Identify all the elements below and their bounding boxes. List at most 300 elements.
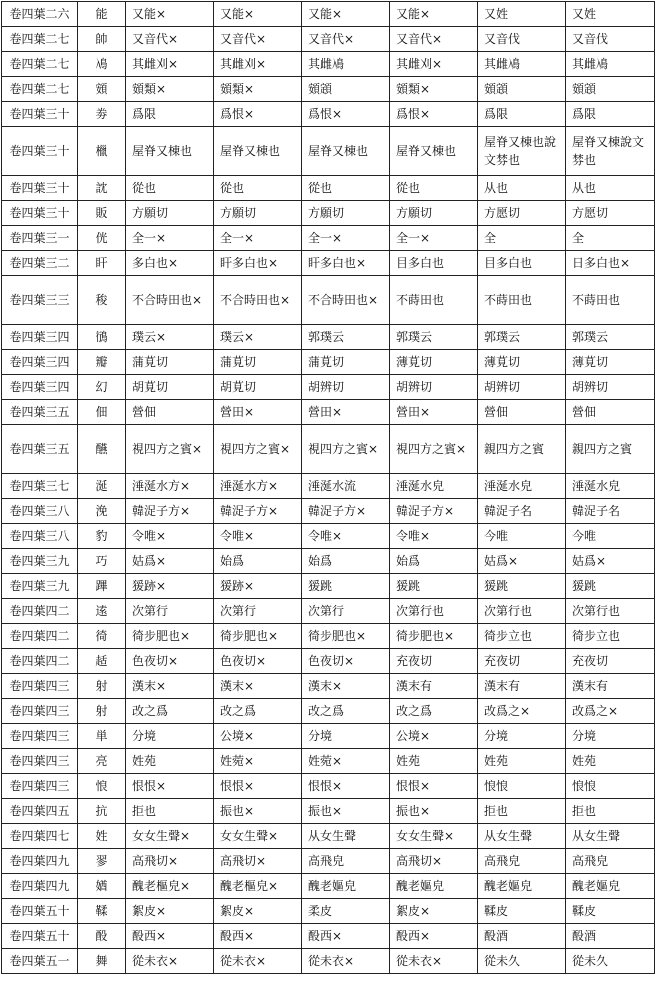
location-cell: 卷四葉五十 — [2, 899, 78, 924]
variant-1-cell: 色夜切× — [126, 649, 214, 674]
variant-2-cell: 盰多白也× — [214, 251, 302, 276]
variant-3-cell: 漢末× — [302, 674, 390, 699]
variant-5-cell: 从也 — [478, 176, 566, 201]
table-row — [2, 899, 655, 924]
location-cell: 卷四葉三七 — [2, 474, 78, 499]
variant-1-cell: 姑爲× — [126, 549, 214, 574]
variant-2-cell: 涶涎水方× — [214, 474, 302, 499]
character-cell: 鳰 — [78, 52, 126, 77]
variant-4-cell: 又能× — [390, 2, 478, 27]
variant-1-cell: 醜老樞皃× — [126, 874, 214, 899]
variant-4-cell: 方願切 — [390, 201, 478, 226]
variant-3-cell: 又能× — [302, 2, 390, 27]
location-cell: 卷四葉三九 — [2, 574, 78, 599]
variant-1-cell: 猨跡× — [126, 574, 214, 599]
variant-2-cell: 視四方之賓× — [214, 425, 302, 474]
table-row — [2, 924, 655, 949]
table-row — [2, 524, 655, 549]
variant-3-cell: 其雌鳰 — [302, 52, 390, 77]
variant-1-cell: 全一× — [126, 226, 214, 251]
variant-5-cell: 郭璞云 — [478, 325, 566, 350]
location-cell: 卷四葉三十 — [2, 176, 78, 201]
variant-4-cell: 爲恨× — [390, 102, 478, 127]
table-row — [2, 425, 655, 474]
variant-4-cell: 其雌刈× — [390, 52, 478, 77]
variant-5-cell: 鞣皮 — [478, 899, 566, 924]
location-cell: 卷四葉四二 — [2, 649, 78, 674]
variant-1-cell: 分境 — [126, 724, 214, 749]
variant-1-cell: 從也 — [126, 176, 214, 201]
table-row — [2, 849, 655, 874]
variant-3-cell: 柔皮 — [302, 899, 390, 924]
table-body — [2, 2, 655, 974]
variant-5-cell: 今唯 — [478, 524, 566, 549]
variant-3-cell: 從未衣× — [302, 949, 390, 974]
variant-3-cell: 猨跳 — [302, 574, 390, 599]
table-row — [2, 474, 655, 499]
variant-4-cell: 姓苑 — [390, 749, 478, 774]
variant-5-cell: 胡辨切 — [478, 375, 566, 400]
variant-4-cell: 漢末有 — [390, 674, 478, 699]
location-cell: 卷四葉三九 — [2, 549, 78, 574]
variant-6-cell: 从女生聲 — [566, 824, 655, 849]
variant-5-cell: 營佃 — [478, 400, 566, 425]
variant-6-cell: 徛步立也 — [566, 624, 655, 649]
variant-4-cell: 薄莧切 — [390, 350, 478, 375]
variant-1-cell: 令唯× — [126, 524, 214, 549]
location-cell: 卷四葉三十 — [2, 201, 78, 226]
variant-6-cell: 其雌鳰 — [566, 52, 655, 77]
variant-6-cell: 拒也 — [566, 799, 655, 824]
table-row — [2, 699, 655, 724]
variant-3-cell: 分境 — [302, 724, 390, 749]
location-cell: 卷四葉五十 — [2, 924, 78, 949]
variant-5-cell: 涶涎水皃 — [478, 474, 566, 499]
character-cell: 稄 — [78, 276, 126, 325]
character-cell: 蹕 — [78, 574, 126, 599]
variant-6-cell: 从也 — [566, 176, 655, 201]
character-cell: 浼 — [78, 499, 126, 524]
variant-2-cell: 醜老樞皃× — [214, 874, 302, 899]
variant-5-cell: 徛步立也 — [478, 624, 566, 649]
table-row — [2, 549, 655, 574]
variant-2-cell: 絮皮× — [214, 899, 302, 924]
location-cell: 卷四葉三三 — [2, 276, 78, 325]
variant-6-cell: 漢末有 — [566, 674, 655, 699]
variant-3-cell: 改之爲 — [302, 699, 390, 724]
variant-5-cell: 悢悢 — [478, 774, 566, 799]
variant-4-cell: 充夜切 — [390, 649, 478, 674]
location-cell: 卷四葉四三 — [2, 699, 78, 724]
variant-5-cell: 爲限 — [478, 102, 566, 127]
variant-3-cell: 不合時田也× — [302, 276, 390, 325]
table-row — [2, 624, 655, 649]
variant-3-cell: 營田× — [302, 400, 390, 425]
table-row — [2, 674, 655, 699]
variant-4-cell: 醜老嫗皃 — [390, 874, 478, 899]
character-cell: 頞 — [78, 77, 126, 102]
variant-2-cell: 頞類× — [214, 77, 302, 102]
variant-4-cell: 恨恨× — [390, 774, 478, 799]
location-cell: 卷四葉五一 — [2, 949, 78, 974]
variant-6-cell: 頞顁 — [566, 77, 655, 102]
variant-4-cell: 營田× — [390, 400, 478, 425]
variant-1-cell: 又音代× — [126, 27, 214, 52]
table-row — [2, 2, 655, 27]
variant-2-cell: 爲恨× — [214, 102, 302, 127]
location-cell: 卷四葉三十 — [2, 127, 78, 176]
variant-5-cell: 方愿切 — [478, 201, 566, 226]
character-cell: 訦 — [78, 176, 126, 201]
character-cell: 酘 — [78, 924, 126, 949]
variant-1-cell: 璞云× — [126, 325, 214, 350]
variant-5-cell: 其雌鳰 — [478, 52, 566, 77]
table-row — [2, 375, 655, 400]
variant-3-cell: 從也 — [302, 176, 390, 201]
table-row — [2, 749, 655, 774]
variant-4-cell: 酘西× — [390, 924, 478, 949]
character-cell: 抗 — [78, 799, 126, 824]
variant-6-cell: 姑爲× — [566, 549, 655, 574]
variant-5-cell: 全 — [478, 226, 566, 251]
variant-2-cell: 猨跡× — [214, 574, 302, 599]
character-cell: 射 — [78, 674, 126, 699]
variant-3-cell: 郭璞云 — [302, 325, 390, 350]
variant-4-cell: 全一× — [390, 226, 478, 251]
variant-5-cell: 漢末有 — [478, 674, 566, 699]
variant-4-cell: 頞類× — [390, 77, 478, 102]
table-row — [2, 599, 655, 624]
location-cell: 卷四葉四三 — [2, 774, 78, 799]
variant-6-cell: 營佃 — [566, 400, 655, 425]
location-cell: 卷四葉二七 — [2, 77, 78, 102]
variant-4-cell: 絮皮× — [390, 899, 478, 924]
variant-4-cell: 令唯× — [390, 524, 478, 549]
variant-3-cell: 醜老嫗皃 — [302, 874, 390, 899]
variant-6-cell: 又姓 — [566, 2, 655, 27]
variant-1-cell: 多白也× — [126, 251, 214, 276]
variant-2-cell: 從未衣× — [214, 949, 302, 974]
variant-4-cell: 次第行也 — [390, 599, 478, 624]
variant-6-cell: 鞣皮 — [566, 899, 655, 924]
character-cell: 幻 — [78, 375, 126, 400]
character-cell: 鞣 — [78, 899, 126, 924]
character-cell: 佃 — [78, 400, 126, 425]
variant-3-cell: 高飛皃 — [302, 849, 390, 874]
variant-4-cell: 目多白也 — [390, 251, 478, 276]
variant-5-cell: 醜老嫗皃 — [478, 874, 566, 899]
location-cell: 卷四葉二七 — [2, 27, 78, 52]
variant-6-cell: 親四方之賓 — [566, 425, 655, 474]
variant-1-cell: 恨恨× — [126, 774, 214, 799]
character-cell: 帥 — [78, 27, 126, 52]
location-cell: 卷四葉三一 — [2, 226, 78, 251]
character-cell: 姓 — [78, 824, 126, 849]
variant-2-cell: 徛步肥也× — [214, 624, 302, 649]
character-cell: 媨 — [78, 874, 126, 899]
variant-3-cell: 方願切 — [302, 201, 390, 226]
variant-6-cell: 胡辨切 — [566, 375, 655, 400]
variant-3-cell: 蒲莧切 — [302, 350, 390, 375]
variant-4-cell: 韓浞子方× — [390, 499, 478, 524]
variant-1-cell: 徛步肥也× — [126, 624, 214, 649]
variant-4-cell: 高飛切× — [390, 849, 478, 874]
variant-6-cell: 從未久 — [566, 949, 655, 974]
variant-5-cell: 頞顁 — [478, 77, 566, 102]
variant-4-cell: 胡辨切 — [390, 375, 478, 400]
location-cell: 卷四葉三五 — [2, 425, 78, 474]
character-cell: 単 — [78, 724, 126, 749]
variant-2-cell: 女女生聲× — [214, 824, 302, 849]
variant-3-cell: 韓浞子方× — [302, 499, 390, 524]
collation-table — [1, 1, 655, 974]
variant-1-cell: 酘西× — [126, 924, 214, 949]
location-cell: 卷四葉三四 — [2, 325, 78, 350]
variant-3-cell: 爲恨× — [302, 102, 390, 127]
variant-6-cell: 不蒔田也 — [566, 276, 655, 325]
character-cell: 販 — [78, 201, 126, 226]
variant-6-cell: 屋脊又棟說文棼也 — [566, 127, 655, 176]
variant-4-cell: 改之爲 — [390, 699, 478, 724]
variant-3-cell: 胡辨切 — [302, 375, 390, 400]
variant-6-cell: 姓苑 — [566, 749, 655, 774]
variant-1-cell: 又能× — [126, 2, 214, 27]
variant-5-cell: 又音伐 — [478, 27, 566, 52]
table-row — [2, 325, 655, 350]
variant-6-cell: 醜老嫗皃 — [566, 874, 655, 899]
character-cell: 逺 — [78, 599, 126, 624]
variant-5-cell: 韓浞子名 — [478, 499, 566, 524]
variant-6-cell: 悢悢 — [566, 774, 655, 799]
character-cell: 射 — [78, 699, 126, 724]
variant-1-cell: 不合時田也× — [126, 276, 214, 325]
variant-1-cell: 姓苑 — [126, 749, 214, 774]
variant-1-cell: 屋脊又棟也 — [126, 127, 214, 176]
variant-4-cell: 又音代× — [390, 27, 478, 52]
variant-3-cell: 次第行 — [302, 599, 390, 624]
location-cell: 卷四葉三八 — [2, 524, 78, 549]
variant-4-cell: 郭璞云 — [390, 325, 478, 350]
variant-6-cell: 充夜切 — [566, 649, 655, 674]
variant-2-cell: 酘西× — [214, 924, 302, 949]
table-row — [2, 499, 655, 524]
variant-5-cell: 姑爲× — [478, 549, 566, 574]
table-row — [2, 400, 655, 425]
variant-5-cell: 屋脊又棟也說文棼也 — [478, 127, 566, 176]
variant-5-cell: 又姓 — [478, 2, 566, 27]
location-cell: 卷四葉四九 — [2, 849, 78, 874]
variant-2-cell: 營田× — [214, 400, 302, 425]
table-row — [2, 226, 655, 251]
variant-3-cell: 姓菀× — [302, 749, 390, 774]
table-row — [2, 724, 655, 749]
table-row — [2, 201, 655, 226]
variant-5-cell: 猨跳 — [478, 574, 566, 599]
variant-1-cell: 蒲莧切 — [126, 350, 214, 375]
table-row — [2, 949, 655, 974]
variant-6-cell: 酘酒 — [566, 924, 655, 949]
character-cell: 翏 — [78, 849, 126, 874]
variant-6-cell: 今唯 — [566, 524, 655, 549]
variant-4-cell: 徛步肥也× — [390, 624, 478, 649]
variant-4-cell: 公境× — [390, 724, 478, 749]
table-row — [2, 27, 655, 52]
table-row — [2, 127, 655, 176]
variant-5-cell: 不蒔田也 — [478, 276, 566, 325]
variant-5-cell: 從未久 — [478, 949, 566, 974]
character-cell: 舞 — [78, 949, 126, 974]
variant-5-cell: 次第行也 — [478, 599, 566, 624]
variant-6-cell: 韓浞子名 — [566, 499, 655, 524]
variant-6-cell: 郭璞云 — [566, 325, 655, 350]
variant-2-cell: 屋脊又棟也 — [214, 127, 302, 176]
variant-3-cell: 恨恨× — [302, 774, 390, 799]
variant-6-cell: 次第行也 — [566, 599, 655, 624]
table-row — [2, 52, 655, 77]
location-cell: 卷四葉二七 — [2, 52, 78, 77]
variant-3-cell: 令唯× — [302, 524, 390, 549]
variant-5-cell: 姓苑 — [478, 749, 566, 774]
variant-1-cell: 改之爲 — [126, 699, 214, 724]
character-cell: 醼 — [78, 425, 126, 474]
variant-3-cell: 色夜切× — [302, 649, 390, 674]
variant-5-cell: 薄莧切 — [478, 350, 566, 375]
table-row — [2, 276, 655, 325]
variant-2-cell: 高飛切× — [214, 849, 302, 874]
location-cell: 卷四葉四九 — [2, 874, 78, 899]
variant-2-cell: 韓浞子方× — [214, 499, 302, 524]
variant-5-cell: 高飛皃 — [478, 849, 566, 874]
variant-3-cell: 又音代× — [302, 27, 390, 52]
variant-3-cell: 从女生聲 — [302, 824, 390, 849]
variant-4-cell: 涶涎水皃 — [390, 474, 478, 499]
location-cell: 卷四葉四五 — [2, 799, 78, 824]
variant-2-cell: 振也× — [214, 799, 302, 824]
character-cell: 能 — [78, 2, 126, 27]
variant-1-cell: 其雌刈× — [126, 52, 214, 77]
variant-1-cell: 頞類× — [126, 77, 214, 102]
table-row — [2, 874, 655, 899]
variant-2-cell: 方願切 — [214, 201, 302, 226]
variant-1-cell: 次第行 — [126, 599, 214, 624]
variant-1-cell: 從未衣× — [126, 949, 214, 974]
character-cell: 盰 — [78, 251, 126, 276]
location-cell: 卷四葉四二 — [2, 599, 78, 624]
variant-5-cell: 从女生聲 — [478, 824, 566, 849]
character-cell: 徛 — [78, 624, 126, 649]
variant-2-cell: 不合時田也× — [214, 276, 302, 325]
location-cell: 卷四葉三十 — [2, 102, 78, 127]
character-cell: 鴴 — [78, 325, 126, 350]
location-cell: 卷四葉四七 — [2, 824, 78, 849]
variant-4-cell: 從也 — [390, 176, 478, 201]
location-cell: 卷四葉四三 — [2, 724, 78, 749]
variant-1-cell: 方願切 — [126, 201, 214, 226]
variant-3-cell: 徛步肥也× — [302, 624, 390, 649]
location-cell: 卷四葉三二 — [2, 251, 78, 276]
variant-6-cell: 改爲之× — [566, 699, 655, 724]
location-cell: 卷四葉二六 — [2, 2, 78, 27]
variant-2-cell: 公境× — [214, 724, 302, 749]
variant-2-cell: 漢末× — [214, 674, 302, 699]
variant-4-cell: 從未衣× — [390, 949, 478, 974]
character-cell: 㯿 — [78, 127, 126, 176]
table-row — [2, 774, 655, 799]
table-row — [2, 799, 655, 824]
variant-1-cell: 女女生聲× — [126, 824, 214, 849]
character-cell: 悢 — [78, 774, 126, 799]
variant-6-cell: 又音伐 — [566, 27, 655, 52]
table-row — [2, 251, 655, 276]
variant-6-cell: 猨跳 — [566, 574, 655, 599]
variant-4-cell: 屋脊又棟也 — [390, 127, 478, 176]
table-row — [2, 574, 655, 599]
variant-3-cell: 涶涎水流 — [302, 474, 390, 499]
variant-3-cell: 頞顁 — [302, 77, 390, 102]
variant-2-cell: 其雌刈× — [214, 52, 302, 77]
variant-6-cell: 方愿切 — [566, 201, 655, 226]
character-cell: 巧 — [78, 549, 126, 574]
character-cell: 涎 — [78, 474, 126, 499]
location-cell: 卷四葉三八 — [2, 499, 78, 524]
variant-1-cell: 涶涎水方× — [126, 474, 214, 499]
location-cell: 卷四葉四三 — [2, 674, 78, 699]
character-cell: 瓣 — [78, 350, 126, 375]
location-cell: 卷四葉三五 — [2, 400, 78, 425]
variant-6-cell: 涶涎水皃 — [566, 474, 655, 499]
variant-3-cell: 振也× — [302, 799, 390, 824]
collation-table-container — [1, 1, 655, 974]
variant-5-cell: 目多白也 — [478, 251, 566, 276]
variant-1-cell: 爲限 — [126, 102, 214, 127]
variant-1-cell: 視四方之賓× — [126, 425, 214, 474]
variant-3-cell: 酘西× — [302, 924, 390, 949]
variant-1-cell: 拒也 — [126, 799, 214, 824]
variant-2-cell: 從也 — [214, 176, 302, 201]
variant-3-cell: 視四方之賓× — [302, 425, 390, 474]
variant-4-cell: 猨跳 — [390, 574, 478, 599]
variant-1-cell: 韓浞子方× — [126, 499, 214, 524]
variant-3-cell: 盰多白也× — [302, 251, 390, 276]
variant-2-cell: 令唯× — [214, 524, 302, 549]
location-cell: 卷四葉四三 — [2, 749, 78, 774]
variant-6-cell: 高飛皃 — [566, 849, 655, 874]
variant-2-cell: 始爲 — [214, 549, 302, 574]
variant-6-cell: 分境 — [566, 724, 655, 749]
table-row — [2, 824, 655, 849]
variant-6-cell: 爲限 — [566, 102, 655, 127]
variant-4-cell: 始爲 — [390, 549, 478, 574]
variant-3-cell: 全一× — [302, 226, 390, 251]
variant-5-cell: 分境 — [478, 724, 566, 749]
table-row — [2, 176, 655, 201]
variant-1-cell: 高飛切× — [126, 849, 214, 874]
variant-1-cell: 漢末× — [126, 674, 214, 699]
location-cell: 卷四葉三四 — [2, 350, 78, 375]
table-row — [2, 350, 655, 375]
variant-4-cell: 不蒔田也 — [390, 276, 478, 325]
variant-2-cell: 姓菀× — [214, 749, 302, 774]
character-cell: 趏 — [78, 649, 126, 674]
variant-6-cell: 日多白也× — [566, 251, 655, 276]
location-cell: 卷四葉四二 — [2, 624, 78, 649]
variant-6-cell: 薄莧切 — [566, 350, 655, 375]
character-cell: 劵 — [78, 102, 126, 127]
variant-1-cell: 胡莧切 — [126, 375, 214, 400]
variant-2-cell: 又音代× — [214, 27, 302, 52]
variant-5-cell: 酘酒 — [478, 924, 566, 949]
variant-2-cell: 次第行 — [214, 599, 302, 624]
